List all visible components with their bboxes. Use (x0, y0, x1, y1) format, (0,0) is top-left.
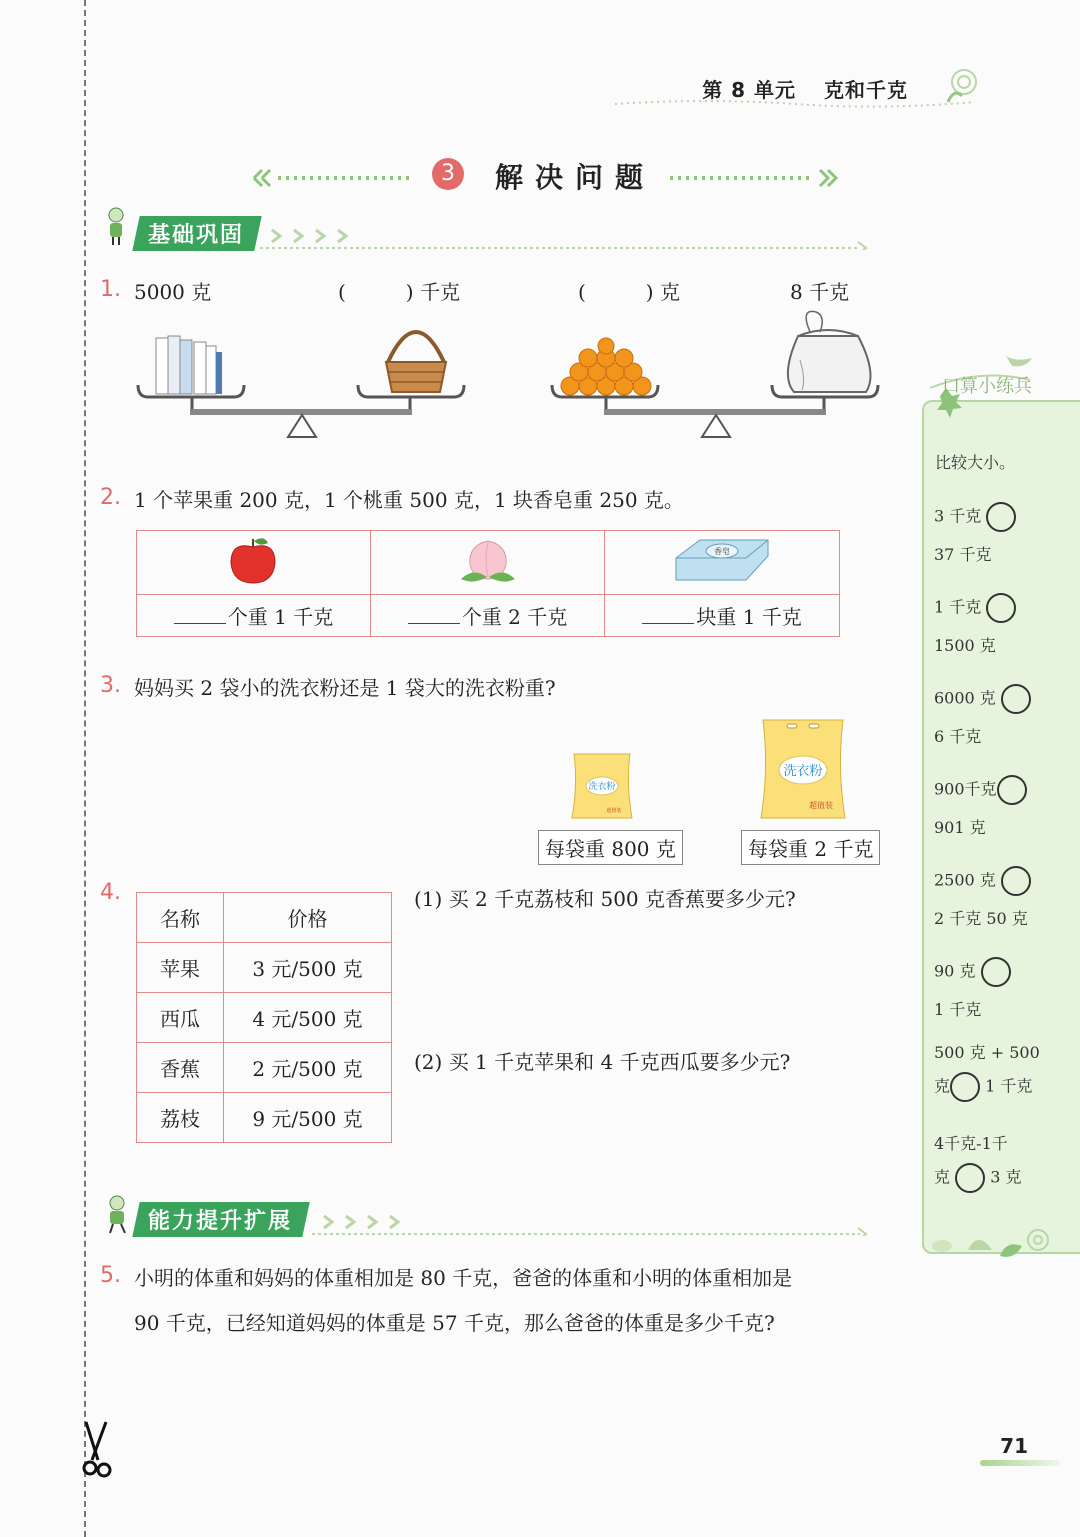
q4-number: 4. (100, 880, 121, 905)
compare-item-4-b: 901 克 (934, 818, 986, 837)
small-bag-text: 洗衣粉 (588, 782, 616, 792)
q2-peach-cell (370, 531, 604, 595)
page-number-underline (980, 1460, 1060, 1466)
sidebar-title: 口算小练兵 (942, 376, 1032, 397)
q2-answer-cell-1: 个重 1 千克 (137, 595, 371, 637)
cut-line (84, 0, 86, 1537)
unit-number: 第 8 单元 (702, 78, 797, 102)
basic-band (100, 212, 870, 248)
q4-row-name: 香蕉 (137, 1043, 224, 1093)
compare-item-5: 2500 克 (934, 866, 1031, 896)
peach-icon (453, 535, 523, 585)
q4-price-table (136, 892, 392, 1143)
scissors-icon (76, 1420, 120, 1480)
section-title: 解决问题 (495, 161, 656, 194)
q2-blank-2[interactable] (408, 623, 460, 624)
big-bag-text: 洗衣粉 (783, 764, 823, 779)
sidebar-bottom-decoration (928, 1222, 1058, 1266)
q1-label-3: ( ) 克 (578, 280, 680, 304)
q4-row-price: 2 元/500 克 (224, 1043, 392, 1093)
q1-balance-scales (130, 300, 890, 445)
compare-circle-6[interactable] (981, 957, 1011, 987)
compare-item-3: 6000 克 (934, 684, 1031, 714)
q2-apple-cell (137, 531, 371, 595)
advanced-band (100, 1198, 870, 1234)
big-detergent-bag-icon (757, 714, 849, 824)
table-row (137, 993, 392, 1043)
small-detergent-bag-icon (568, 750, 636, 822)
q5-line-1: 小明的体重和妈妈的体重相加是 80 千克，爸爸的体重和小明的体重相加是 (134, 1266, 793, 1290)
q4-subquestion-1: (1) 买 2 千克荔枝和 500 克香蕉要多少元? (414, 887, 796, 911)
q1-label-1: 5000 克 (134, 280, 212, 304)
q2-soap-cell (605, 531, 840, 595)
compare-circle-3[interactable] (1001, 684, 1031, 714)
header-dotted-decoration (615, 98, 975, 108)
compare-circle-2[interactable] (986, 593, 1016, 623)
balance-scale-right (552, 311, 878, 437)
q4-header-price: 价格 (224, 893, 392, 943)
q2-answer-cell-2: 个重 2 千克 (370, 595, 604, 637)
basic-band-label: 基础巩固 (136, 216, 258, 251)
q3-text: 妈妈买 2 袋小的洗衣粉还是 1 袋大的洗衣粉重? (134, 676, 556, 700)
unit-title: 克和千克 (824, 78, 908, 102)
q1-label-4: 8 千克 (790, 280, 850, 304)
q5-number: 5. (100, 1263, 121, 1288)
q2-blank-3[interactable] (642, 623, 694, 624)
compare-circle-8[interactable] (955, 1163, 985, 1193)
q5-line-2: 90 千克，已经知道妈妈的体重是 57 千克，那么爸爸的体重是多少千克? (134, 1311, 775, 1335)
q4-row-name: 西瓜 (137, 993, 224, 1043)
compare-circle-4[interactable] (997, 775, 1027, 805)
q4-header-name: 名称 (137, 893, 224, 943)
compare-item-4: 900千克 (934, 775, 1027, 805)
table-row (137, 1043, 392, 1093)
small-bag-weight-label: 每袋重 800 克 (538, 830, 683, 865)
compare-item-5-b: 2 千克 50 克 (934, 909, 1028, 928)
child-figure-icon (104, 206, 128, 246)
compare-item-1: 3 千克 (934, 502, 1016, 532)
band-arrows-decoration (260, 216, 870, 250)
compare-item-7: 克 1 千克 (934, 1072, 1032, 1102)
q2-text: 1 个苹果重 200 克，1 个桃重 500 克，1 块香皂重 250 克。 (134, 488, 684, 512)
q4-row-name: 荔枝 (137, 1093, 224, 1143)
q2-number: 2. (100, 485, 121, 510)
band-arrows-decoration (312, 1202, 870, 1236)
compare-item-8-line1: 4千克-1千 (934, 1134, 1008, 1153)
q1-number: 1. (100, 277, 121, 302)
compare-circle-1[interactable] (986, 502, 1016, 532)
leaf-decoration-icon (940, 66, 982, 108)
soap-label: 香皂 (714, 547, 731, 556)
compare-circle-5[interactable] (1001, 866, 1031, 896)
table-row (137, 943, 392, 993)
q4-row-price: 9 元/500 克 (224, 1093, 392, 1143)
q2-blank-1[interactable] (174, 623, 226, 624)
q3-number: 3. (100, 673, 121, 698)
q2-answer-cell-3: 块重 1 千克 (605, 595, 840, 637)
section-number-badge: 3 (432, 158, 464, 190)
compare-item-6: 90 克 (934, 957, 1011, 987)
compare-item-1-b: 37 千克 (934, 545, 992, 564)
apple-icon (226, 535, 280, 585)
soap-icon (670, 532, 774, 588)
advanced-band-label: 能力提升扩展 (136, 1202, 306, 1237)
balance-scale-left (138, 332, 464, 437)
compare-item-6-b: 1 千克 (934, 1000, 982, 1019)
compare-item-7-line1: 500 克 + 500 (934, 1043, 1040, 1062)
page-number: 71 (1000, 1434, 1028, 1458)
q4-row-price: 4 元/500 克 (224, 993, 392, 1043)
compare-item-2-b: 1500 克 (934, 636, 996, 655)
q1-label-2: ( ) 千克 (338, 280, 460, 304)
table-row (137, 1093, 392, 1143)
child-figure-icon (104, 1194, 130, 1234)
q4-subquestion-2: (2) 买 1 千克苹果和 4 千克西瓜要多少元? (414, 1050, 791, 1074)
q4-row-price: 3 元/500 克 (224, 943, 392, 993)
sidebar-intro: 比较大小。 (935, 453, 1016, 472)
compare-item-2: 1 千克 (934, 593, 1016, 623)
big-bag-subtext: 超值装 (809, 801, 833, 810)
small-bag-subtext: 超值装 (606, 808, 622, 814)
q2-table (136, 530, 840, 637)
compare-item-3-b: 6 千克 (934, 727, 982, 746)
compare-item-8: 克 3 克 (934, 1163, 1021, 1193)
compare-circle-7[interactable] (950, 1072, 980, 1102)
q4-row-name: 苹果 (137, 943, 224, 993)
big-bag-weight-label: 每袋重 2 千克 (741, 830, 880, 865)
